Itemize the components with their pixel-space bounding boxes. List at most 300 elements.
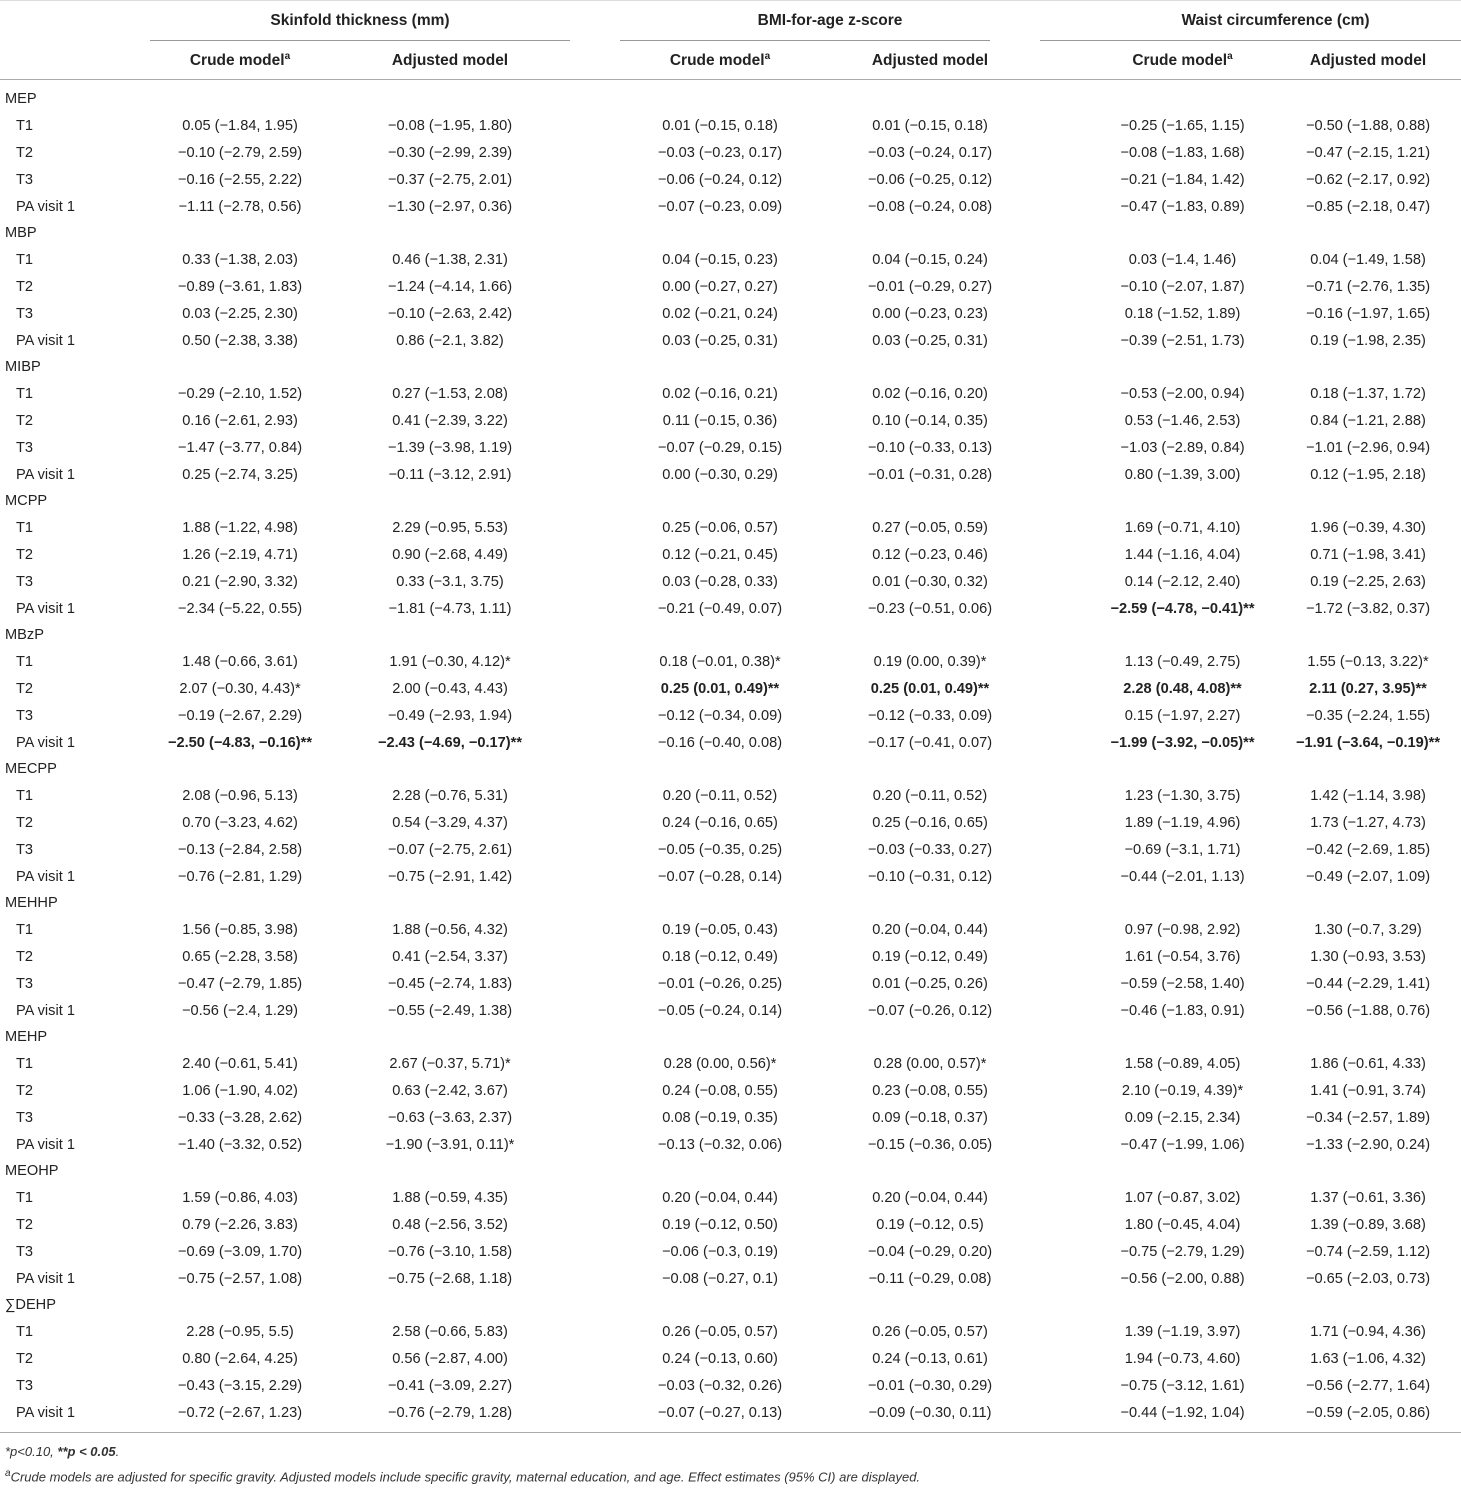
effect-estimate-cell: −0.75 (−2.79, 1.29)	[1120, 1243, 1245, 1260]
effect-estimate-cell: −0.12 (−0.33, 0.09)	[867, 707, 993, 724]
effect-estimate-cell: −0.11 (−0.29, 0.08)	[868, 1270, 992, 1287]
table-row	[0, 863, 1461, 890]
effect-estimate-cell: −0.10 (−2.63, 2.42)	[387, 305, 513, 322]
effect-estimate-cell: −0.13 (−2.84, 2.58)	[177, 841, 303, 858]
effect-estimate-cell: −0.21 (−0.49, 0.07)	[657, 600, 783, 617]
row-label: PA visit 1	[16, 600, 75, 617]
effect-estimate-cell: −0.13 (−0.32, 0.06)	[657, 1136, 783, 1153]
effect-estimate-cell: 0.70 (−3.23, 4.62)	[182, 814, 298, 831]
row-label: T1	[16, 519, 34, 536]
effect-estimate-cell: 2.10 (−0.19, 4.39)*	[1121, 1082, 1244, 1099]
effect-estimate-cell: 0.04 (−0.15, 0.24)	[872, 251, 988, 268]
effect-estimate-cell: −0.16 (−2.55, 2.22)	[177, 171, 303, 188]
effect-estimate-cell: −0.59 (−2.58, 1.40)	[1120, 975, 1245, 992]
effect-estimate-cell: −0.05 (−0.24, 0.14)	[657, 1002, 783, 1019]
effect-estimate-cell: 2.00 (−0.43, 4.43)	[392, 680, 508, 697]
effect-estimate-cell: −0.17 (−0.41, 0.07)	[867, 734, 993, 751]
effect-estimate-cell: −0.37 (−2.75, 2.01)	[387, 171, 513, 188]
table-row	[0, 1184, 1461, 1211]
header-empty	[0, 0, 150, 42]
effect-estimate-cell: −0.10 (−0.33, 0.13)	[867, 439, 993, 456]
effect-estimate-cell: 0.19 (0.00, 0.39)*	[873, 653, 987, 670]
table-row	[0, 112, 1461, 139]
table-row	[0, 675, 1461, 702]
effect-estimate-cell: −0.47 (−1.99, 1.06)	[1120, 1136, 1245, 1153]
row-label: T3	[16, 975, 34, 992]
effect-estimate-cell: −0.49 (−2.07, 1.09)	[1305, 868, 1431, 885]
effect-estimate-cell: −1.47 (−3.77, 0.84)	[177, 439, 303, 456]
effect-estimate-cell: −1.03 (−2.89, 0.84)	[1120, 439, 1245, 456]
effect-estimate-cell: 0.14 (−2.12, 2.40)	[1124, 573, 1241, 590]
group-row	[0, 1158, 1461, 1184]
group-row	[0, 1024, 1461, 1050]
effect-estimate-cell: 0.25 (−2.74, 3.25)	[182, 466, 298, 483]
effect-estimate-cell: 2.40 (−0.61, 5.41)	[182, 1055, 298, 1072]
group-label: MEHP	[5, 1029, 48, 1045]
row-label: T2	[16, 278, 34, 295]
table-row	[0, 166, 1461, 193]
row-label: T2	[16, 680, 34, 697]
table-row	[0, 541, 1461, 568]
effect-estimate-cell: −0.01 (−0.30, 0.29)	[867, 1377, 993, 1394]
effect-estimate-cell: 2.28 (0.48, 4.08)**	[1123, 680, 1242, 697]
effect-estimate-cell: 1.55 (−0.13, 3.22)*	[1307, 653, 1429, 670]
effect-estimate-cell: 0.54 (−3.29, 4.37)	[392, 814, 508, 831]
effect-estimate-cell: 0.25 (−0.16, 0.65)	[872, 814, 988, 831]
effect-estimate-cell: 0.12 (−1.95, 2.18)	[1310, 466, 1426, 483]
group-row	[0, 86, 1461, 112]
effect-estimate-cell: 0.56 (−2.87, 4.00)	[392, 1350, 508, 1367]
group-label: MEHHP	[5, 895, 58, 911]
effect-estimate-cell: 0.19 (−2.25, 2.63)	[1310, 573, 1426, 590]
effect-estimate-cell: 1.63 (−1.06, 4.32)	[1310, 1350, 1426, 1367]
effect-estimate-cell: −0.19 (−2.67, 2.29)	[177, 707, 303, 724]
table-row	[0, 327, 1461, 354]
row-label: T3	[16, 305, 34, 322]
top-rule	[0, 0, 1461, 1]
group-label: MECPP	[5, 761, 57, 777]
effect-estimate-cell: −0.03 (−0.32, 0.26)	[657, 1377, 783, 1394]
header-adjusted: Adjusted model	[330, 42, 570, 80]
effect-estimate-cell: 1.07 (−0.87, 3.02)	[1124, 1189, 1241, 1206]
effect-estimate-cell: −0.47 (−2.79, 1.85)	[177, 975, 303, 992]
table-row	[0, 836, 1461, 863]
table-row	[0, 1077, 1461, 1104]
effect-estimate-cell: 1.89 (−1.19, 4.96)	[1124, 814, 1241, 831]
effect-estimate-cell: 1.73 (−1.27, 4.73)	[1310, 814, 1426, 831]
effect-estimate-cell: −0.07 (−2.75, 2.61)	[387, 841, 513, 858]
effect-estimate-cell: −0.55 (−2.49, 1.38)	[387, 1002, 513, 1019]
effect-estimate-cell: −0.74 (−2.59, 1.12)	[1305, 1243, 1431, 1260]
effect-estimate-cell: −0.08 (−0.27, 0.1)	[661, 1270, 779, 1287]
table-row	[0, 1345, 1461, 1372]
effect-estimate-cell: 1.30 (−0.93, 3.53)	[1310, 948, 1426, 965]
footnote-significance: *p<0.10, **p < 0.05.	[5, 1444, 120, 1459]
effect-estimate-cell: −0.85 (−2.18, 0.47)	[1305, 198, 1431, 215]
row-label: T3	[16, 171, 34, 188]
effect-estimate-cell: −0.16 (−0.40, 0.08)	[657, 734, 783, 751]
effect-estimate-cell: −0.05 (−0.35, 0.25)	[657, 841, 783, 858]
table-row	[0, 193, 1461, 220]
effect-estimate-cell: 1.96 (−0.39, 4.30)	[1310, 519, 1426, 536]
effect-estimate-cell: 0.65 (−2.28, 3.58)	[182, 948, 298, 965]
table-row	[0, 380, 1461, 407]
effect-estimate-cell: 0.25 (0.01, 0.49)**	[660, 680, 780, 697]
effect-estimate-cell: −0.03 (−0.33, 0.27)	[867, 841, 993, 858]
effect-estimate-cell: 0.08 (−0.19, 0.35)	[662, 1109, 778, 1126]
header-group-skinfold: Skinfold thickness (mm)	[270, 12, 450, 29]
effect-estimate-cell: 0.11 (−0.15, 0.36)	[662, 412, 778, 429]
effect-estimate-cell: 1.58 (−0.89, 4.05)	[1124, 1055, 1241, 1072]
table-row	[0, 434, 1461, 461]
effect-estimate-cell: 2.28 (−0.95, 5.5)	[186, 1323, 294, 1340]
effect-estimate-cell: −0.11 (−3.12, 2.91)	[388, 466, 512, 483]
effect-estimate-cell: −0.34 (−2.57, 1.89)	[1305, 1109, 1431, 1126]
group-row	[0, 1292, 1461, 1318]
group-underline	[150, 40, 570, 41]
row-label: PA visit 1	[16, 1002, 75, 1019]
effect-estimate-cell: −0.04 (−0.29, 0.20)	[867, 1243, 993, 1260]
effect-estimate-cell: −0.06 (−0.25, 0.12)	[867, 171, 993, 188]
effect-estimate-cell: 0.27 (−1.53, 2.08)	[392, 385, 508, 402]
effect-estimate-cell: −0.75 (−2.68, 1.18)	[387, 1270, 513, 1287]
effect-estimate-cell: −0.07 (−0.23, 0.09)	[657, 198, 783, 215]
effect-estimate-cell: 0.24 (−0.13, 0.61)	[872, 1350, 988, 1367]
effect-estimate-cell: 0.26 (−0.05, 0.57)	[872, 1323, 988, 1340]
effect-estimate-cell: 0.33 (−3.1, 3.75)	[396, 573, 504, 590]
row-label: T1	[16, 921, 34, 938]
effect-estimate-cell: −0.08 (−1.95, 1.80)	[387, 117, 513, 134]
effect-estimate-cell: 2.07 (−0.30, 4.43)*	[179, 680, 301, 697]
effect-estimate-cell: 0.97 (−0.98, 2.92)	[1124, 921, 1241, 938]
effect-estimate-cell: 1.41 (−0.91, 3.74)	[1310, 1082, 1426, 1099]
group-label: MBzP	[5, 627, 44, 643]
effect-estimate-cell: 1.69 (−0.71, 4.10)	[1124, 519, 1241, 536]
effect-estimate-cell: −0.75 (−2.91, 1.42)	[387, 868, 513, 885]
effect-estimate-cell: 0.04 (−0.15, 0.23)	[662, 251, 778, 268]
effect-estimate-cell: 0.46 (−1.38, 2.31)	[392, 251, 508, 268]
effect-estimate-cell: −1.33 (−2.90, 0.24)	[1305, 1136, 1431, 1153]
group-label: MBP	[5, 225, 37, 241]
table-row	[0, 1131, 1461, 1158]
row-label: T2	[16, 814, 34, 831]
row-label: PA visit 1	[16, 332, 75, 349]
effect-estimate-cell: −0.03 (−0.23, 0.17)	[657, 144, 783, 161]
effect-estimate-cell: −0.10 (−2.79, 2.59)	[177, 144, 303, 161]
effect-estimate-cell: −0.47 (−1.83, 0.89)	[1120, 198, 1245, 215]
effect-estimate-cell: 1.56 (−0.85, 3.98)	[182, 921, 298, 938]
effect-estimate-cell: 2.08 (−0.96, 5.13)	[182, 787, 298, 804]
effect-estimate-cell: −0.50 (−1.88, 0.88)	[1305, 117, 1431, 134]
effect-estimate-cell: 0.24 (−0.13, 0.60)	[662, 1350, 778, 1367]
effect-estimate-cell: −0.76 (−2.79, 1.28)	[387, 1404, 513, 1421]
effect-estimate-cell: −0.59 (−2.05, 0.86)	[1305, 1404, 1431, 1421]
row-label: T3	[16, 707, 34, 724]
effect-estimate-cell: 0.18 (−0.12, 0.49)	[662, 948, 778, 965]
group-row	[0, 890, 1461, 916]
effect-estimate-cell: 0.16 (−2.61, 2.93)	[182, 412, 298, 429]
row-label: T3	[16, 841, 34, 858]
row-label: T2	[16, 1216, 34, 1233]
group-row	[0, 354, 1461, 380]
header-group-bmi: BMI-for-age z-score	[757, 12, 903, 29]
effect-estimate-cell: 0.02 (−0.16, 0.21)	[662, 385, 778, 402]
table-row	[0, 1318, 1461, 1345]
effect-estimate-cell: 0.19 (−0.12, 0.49)	[872, 948, 988, 965]
effect-estimate-cell: 0.18 (−0.01, 0.38)*	[659, 653, 781, 670]
effect-estimate-cell: −1.99 (−3.92, −0.05)**	[1110, 734, 1255, 751]
effect-estimate-cell: −0.07 (−0.29, 0.15)	[657, 439, 783, 456]
row-label: PA visit 1	[16, 734, 75, 751]
table-row	[0, 407, 1461, 434]
effect-estimate-cell: −0.08 (−1.83, 1.68)	[1120, 144, 1245, 161]
effect-estimate-cell: −0.06 (−0.3, 0.19)	[661, 1243, 779, 1260]
effect-estimate-cell: 0.12 (−0.21, 0.45)	[662, 546, 778, 563]
effect-estimate-cell: 0.04 (−1.49, 1.58)	[1310, 251, 1426, 268]
effect-estimate-cell: −0.12 (−0.34, 0.09)	[657, 707, 783, 724]
effect-estimate-cell: 0.01 (−0.25, 0.26)	[872, 975, 988, 992]
row-label: T1	[16, 117, 34, 134]
group-row	[0, 220, 1461, 246]
row-label: PA visit 1	[16, 868, 75, 885]
effect-estimate-cell: 1.39 (−0.89, 3.68)	[1310, 1216, 1426, 1233]
effect-estimate-cell: 2.11 (0.27, 3.95)**	[1309, 680, 1427, 697]
effect-estimate-cell: −0.63 (−3.63, 2.37)	[387, 1109, 513, 1126]
effect-estimate-cell: −0.30 (−2.99, 2.39)	[387, 144, 513, 161]
table-row	[0, 1211, 1461, 1238]
effect-estimate-cell: 0.19 (−0.12, 0.5)	[876, 1216, 984, 1233]
group-row	[0, 622, 1461, 648]
header-crude: Crude model$^a$	[150, 42, 330, 80]
effect-estimate-cell: 1.39 (−1.19, 3.97)	[1124, 1323, 1241, 1340]
effect-estimate-cell: −0.10 (−2.07, 1.87)	[1120, 278, 1245, 295]
effect-estimate-cell: 0.19 (−0.05, 0.43)	[662, 921, 778, 938]
effect-estimate-cell: 0.03 (−2.25, 2.30)	[182, 305, 298, 322]
table-row	[0, 916, 1461, 943]
effect-estimate-cell: −0.41 (−3.09, 2.27)	[387, 1377, 513, 1394]
row-label: T3	[16, 573, 34, 590]
group-label: MIBP	[5, 359, 41, 375]
effect-estimate-cell: 0.41 (−2.39, 3.22)	[392, 412, 508, 429]
effect-estimate-cell: −2.59 (−4.78, −0.41)**	[1110, 600, 1255, 617]
effect-estimate-cell: 0.18 (−1.52, 1.89)	[1124, 305, 1241, 322]
table-row	[0, 1265, 1461, 1292]
effect-estimate-cell: 0.10 (−0.14, 0.35)	[872, 412, 988, 429]
effect-estimate-cell: 0.27 (−0.05, 0.59)	[872, 519, 988, 536]
row-label: T2	[16, 412, 34, 429]
effect-estimate-cell: 0.24 (−0.16, 0.65)	[662, 814, 778, 831]
effect-estimate-cell: 2.29 (−0.95, 5.53)	[392, 519, 508, 536]
effect-estimate-cell: 1.88 (−1.22, 4.98)	[182, 519, 298, 536]
row-label: T2	[16, 546, 34, 563]
group-row	[0, 488, 1461, 514]
effect-estimate-cell: 0.12 (−0.23, 0.46)	[872, 546, 988, 563]
header-group-waist: Waist circumference (cm)	[1181, 12, 1370, 29]
table-row	[0, 702, 1461, 729]
row-label: T2	[16, 144, 34, 161]
table-row	[0, 1372, 1461, 1399]
effect-estimate-cell: 0.50 (−2.38, 3.38)	[182, 332, 298, 349]
effect-estimate-cell: 0.00 (−0.27, 0.27)	[662, 278, 778, 295]
effect-estimate-cell: 0.24 (−0.08, 0.55)	[662, 1082, 778, 1099]
table-row	[0, 246, 1461, 273]
effect-estimate-cell: 1.30 (−0.7, 3.29)	[1314, 921, 1422, 938]
table-row	[0, 273, 1461, 300]
effect-estimate-cell: −1.81 (−4.73, 1.11)	[388, 600, 512, 617]
table-row	[0, 568, 1461, 595]
effect-estimate-cell: 1.88 (−0.59, 4.35)	[392, 1189, 508, 1206]
header-adjusted: Adjusted model	[820, 42, 1040, 80]
effect-estimate-cell: −0.09 (−0.30, 0.11)	[868, 1404, 992, 1421]
row-label: T3	[16, 1377, 34, 1394]
group-label: MEOHP	[5, 1163, 59, 1179]
group-row	[0, 756, 1461, 782]
row-label: T1	[16, 653, 34, 670]
effect-estimate-cell: −1.30 (−2.97, 0.36)	[387, 198, 513, 215]
effect-estimate-cell: −0.43 (−3.15, 2.29)	[177, 1377, 303, 1394]
effect-estimate-cell: 0.63 (−2.42, 3.67)	[392, 1082, 508, 1099]
effect-estimate-cell: −0.25 (−1.65, 1.15)	[1120, 117, 1245, 134]
effect-estimate-cell: −1.24 (−4.14, 1.66)	[387, 278, 513, 295]
effect-estimate-cell: 0.25 (−0.06, 0.57)	[662, 519, 778, 536]
row-label: T1	[16, 251, 34, 268]
effect-estimate-cell: −1.72 (−3.82, 0.37)	[1305, 600, 1431, 617]
effect-estimate-cell: 0.26 (−0.05, 0.57)	[662, 1323, 778, 1340]
effect-estimate-cell: −0.35 (−2.24, 1.55)	[1305, 707, 1431, 724]
effect-estimate-cell: 0.15 (−1.97, 2.27)	[1124, 707, 1241, 724]
effect-estimate-cell: 1.42 (−1.14, 3.98)	[1310, 787, 1426, 804]
effect-estimate-cell: 2.58 (−0.66, 5.83)	[392, 1323, 508, 1340]
row-label: T1	[16, 1189, 34, 1206]
effect-estimate-cell: −0.39 (−2.51, 1.73)	[1120, 332, 1245, 349]
effect-estimate-cell: −2.43 (−4.69, −0.17)**	[377, 734, 523, 751]
effect-estimate-cell: −0.33 (−3.28, 2.62)	[177, 1109, 303, 1126]
effect-estimate-cell: −0.69 (−3.1, 1.71)	[1124, 841, 1241, 858]
effect-estimate-cell: −1.39 (−3.98, 1.19)	[387, 439, 513, 456]
effect-estimate-cell: −0.44 (−2.29, 1.41)	[1305, 975, 1431, 992]
row-label: T1	[16, 385, 34, 402]
effect-estimate-cell: 1.48 (−0.66, 3.61)	[182, 653, 298, 670]
effect-estimate-cell: 1.80 (−0.45, 4.04)	[1124, 1216, 1241, 1233]
effect-estimate-cell: −0.56 (−2.00, 0.88)	[1120, 1270, 1245, 1287]
header-empty-2	[0, 42, 150, 80]
effect-estimate-cell: 0.03 (−1.4, 1.46)	[1128, 251, 1237, 268]
effect-estimate-cell: −0.07 (−0.26, 0.12)	[867, 1002, 993, 1019]
effect-estimate-cell: 0.53 (−1.46, 2.53)	[1124, 412, 1241, 429]
effect-estimate-cell: 0.28 (0.00, 0.57)*	[873, 1055, 987, 1072]
row-label: T2	[16, 1082, 34, 1099]
table-row	[0, 514, 1461, 541]
effect-estimate-cell: 1.23 (−1.30, 3.75)	[1124, 787, 1241, 804]
effect-estimate-cell: 0.48 (−2.56, 3.52)	[392, 1216, 508, 1233]
effect-estimate-cell: 1.88 (−0.56, 4.32)	[392, 921, 508, 938]
effect-estimate-cell: −0.45 (−2.74, 1.83)	[387, 975, 513, 992]
table-row	[0, 461, 1461, 488]
effect-estimate-cell: 0.09 (−2.15, 2.34)	[1124, 1109, 1241, 1126]
effect-estimate-cell: −0.47 (−2.15, 1.21)	[1305, 144, 1431, 161]
table-row	[0, 300, 1461, 327]
effect-estimate-cell: −0.23 (−0.51, 0.06)	[867, 600, 993, 617]
effect-estimate-cell: 1.94 (−0.73, 4.60)	[1124, 1350, 1241, 1367]
effect-estimate-cell: 0.86 (−2.1, 3.82)	[396, 332, 504, 349]
table-row	[0, 1104, 1461, 1131]
effect-estimate-cell: 0.20 (−0.11, 0.52)	[872, 787, 988, 804]
effect-estimate-cell: 0.09 (−0.18, 0.37)	[872, 1109, 988, 1126]
effect-estimate-cell: −1.01 (−2.96, 0.94)	[1305, 439, 1431, 456]
effect-estimate-cell: 0.00 (−0.23, 0.23)	[872, 305, 988, 322]
effect-estimate-cell: 0.25 (0.01, 0.49)**	[870, 680, 990, 697]
effect-estimate-cell: −0.53 (−2.00, 0.94)	[1120, 385, 1245, 402]
group-label: ∑DEHP	[5, 1297, 56, 1313]
effect-estimate-cell: 0.19 (−0.12, 0.50)	[662, 1216, 778, 1233]
table-row	[0, 729, 1461, 756]
effect-estimate-cell: −2.34 (−5.22, 0.55)	[177, 600, 303, 617]
row-label: PA visit 1	[16, 1136, 75, 1153]
effect-estimate-cell: −0.01 (−0.26, 0.25)	[657, 975, 783, 992]
effect-estimate-cell: −0.75 (−2.57, 1.08)	[177, 1270, 303, 1287]
effect-estimate-cell: 0.33 (−1.38, 2.03)	[182, 251, 298, 268]
effect-estimate-cell: 0.01 (−0.15, 0.18)	[872, 117, 988, 134]
effect-estimate-cell: 0.03 (−0.25, 0.31)	[662, 332, 778, 349]
effect-estimate-cell: −0.89 (−3.61, 1.83)	[177, 278, 303, 295]
effect-estimate-cell: −0.21 (−1.84, 1.42)	[1120, 171, 1245, 188]
effect-estimate-cell: 0.02 (−0.21, 0.24)	[662, 305, 778, 322]
effect-estimate-cell: 1.59 (−0.86, 4.03)	[182, 1189, 298, 1206]
table-row	[0, 782, 1461, 809]
row-label: T2	[16, 1350, 34, 1367]
effect-estimate-cell: 0.01 (−0.30, 0.32)	[872, 573, 988, 590]
row-label: T3	[16, 439, 34, 456]
effect-estimate-cell: 0.80 (−1.39, 3.00)	[1124, 466, 1241, 483]
row-label: T1	[16, 1323, 34, 1340]
header-crude: Crude model$^a$	[1090, 42, 1275, 80]
effect-estimate-cell: 0.20 (−0.04, 0.44)	[662, 1189, 778, 1206]
table-row	[0, 595, 1461, 622]
effect-estimate-cell: 0.23 (−0.08, 0.55)	[872, 1082, 988, 1099]
header-adjusted: Adjusted model	[1275, 42, 1461, 80]
row-label: T3	[16, 1243, 34, 1260]
effect-estimate-cell: 1.37 (−0.61, 3.36)	[1310, 1189, 1426, 1206]
effect-estimate-cell: 0.00 (−0.30, 0.29)	[662, 466, 778, 483]
effect-estimate-cell: 0.03 (−0.25, 0.31)	[872, 332, 988, 349]
row-label: T2	[16, 948, 34, 965]
effect-estimate-cell: 0.18 (−1.37, 1.72)	[1310, 385, 1426, 402]
effect-estimate-cell: −0.44 (−2.01, 1.13)	[1120, 868, 1245, 885]
group-label: MCPP	[5, 493, 48, 509]
effect-estimate-cell: 0.28 (0.00, 0.56)*	[663, 1055, 777, 1072]
effect-estimate-cell: 1.86 (−0.61, 4.33)	[1310, 1055, 1426, 1072]
bottom-rule	[0, 1432, 1461, 1433]
effect-estimate-cell: 0.41 (−2.54, 3.37)	[392, 948, 508, 965]
footnote-models: $^a$Crude models are adjusted for specific gravity. Adjusted models include specific gravity, maternal education, and age. Effect estimates (95% CI) are displayed.	[5, 1468, 921, 1485]
effect-estimate-cell: −1.40 (−3.32, 0.52)	[177, 1136, 303, 1153]
effect-estimate-cell: 0.71 (−1.98, 3.41)	[1310, 546, 1426, 563]
effect-estimate-cell: 0.03 (−0.28, 0.33)	[662, 573, 778, 590]
effect-estimate-cell: 1.71 (−0.94, 4.36)	[1310, 1323, 1426, 1340]
table-row	[0, 809, 1461, 836]
group-underline	[620, 40, 990, 41]
effect-estimate-cell: −1.11 (−2.78, 0.56)	[178, 198, 302, 215]
effect-estimate-cell: 1.26 (−2.19, 4.71)	[182, 546, 298, 563]
effect-estimate-cell: −0.69 (−3.09, 1.70)	[177, 1243, 303, 1260]
effect-estimate-cell: 0.20 (−0.04, 0.44)	[872, 921, 988, 938]
effect-estimate-cell: 0.02 (−0.16, 0.20)	[872, 385, 988, 402]
effect-estimate-cell: 1.91 (−0.30, 4.12)*	[389, 653, 511, 670]
effect-estimate-cell: −0.01 (−0.29, 0.27)	[867, 278, 993, 295]
effect-estimate-cell: 1.13 (−0.49, 2.75)	[1124, 653, 1241, 670]
effect-estimate-cell: −1.91 (−3.64, −0.19)**	[1295, 734, 1441, 751]
effect-estimate-cell: −2.50 (−4.83, −0.16)**	[167, 734, 313, 751]
